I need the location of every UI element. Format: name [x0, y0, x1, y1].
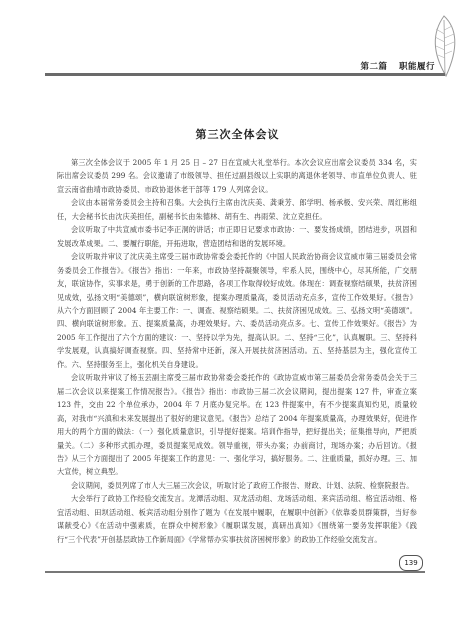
page-number: 139: [399, 555, 423, 571]
paragraph: 大会举行了政协工作经验交流发言。龙潭活动组、双龙活动组、龙场活动组、来宾活动组、格宜活动组、格宜活动组、田坝活动组、板宾活动组分别作了题为《在发展中履职，在履职中创新》《依靠委员群策群，当好参谋献受心》《在活动中强素质，在群众中树形象》《履职谋发展，真研出真知》《围绕第一要务发挥职能》《践行“三个代表”开创基层政协工作新局面》《学常帮办实事扶贫济困树形象》的政协工作经验交流发言。: [57, 494, 417, 544]
running-header: [353, 60, 436, 72]
paragraph: 会议期间，委员列席了市人大三届三次会议，听取讨论了政府工作报告、财政、计划、法院、检察院报告。: [71, 480, 414, 490]
header-part: 第二篇: [360, 62, 388, 72]
paragraph: 第三次全体会议于 2005 年 1 月 25 日 – 27 日在宣威大礼堂举行。本次会议应出席会议委员 334 名，实际出席会议委员 299 名。会议邀请了市级领导、担任过副县级以上实职的离退休老领导、市直单位负责人、驻宣云南省曲靖市政协委员、市政协退休老干部等 179 人列席会议。: [57, 158, 417, 194]
header-section: 职能履行: [398, 62, 435, 72]
footer-rule: [45, 571, 425, 573]
section-title: 第三次全体会议: [195, 128, 280, 141]
paragraph: 会议听取了中共宣威市委书记李正洞的讲话；市正即日记要求市政协：一、要发扬成绩，团结进步，巩固和发展改革成果。二、要履行职能，开拓进取，营造团结和谐的发展环境。: [57, 225, 417, 248]
paragraph: 会议听取并审议了杨玉芸副主席受三届市政协常委会委托作的《政协宣威市第三届委员会常务委员会关于三届二次会议以来提案工作情况报告》。《报告》指出：市政协三届二次会议期间，提出提案 127 件，审查立案 123 件，交由 22 个单位承办，2004 年 7 月底办复完毕。在 123 件提案中，有不少提案真知灼见，质量较高，对我市“兴滇和未来发展提出了很好的建议意见。《报告》总结了 2004 年提案质量高，办理效果好，促进作用大的两个方面的做法：（一）强化质量意识，引导提好提案。培训作指导，把好提出关；征集推导向，严把质量关。（二）多种形式抓办理，委员提案见成效。领导重视，带头办案；办前商讨，现场办案；办后回访。《报告》从三个方面提出了 2005 年提案工作的意见：一、强化学习，搞好服务。二、注重质量，抓好办理。三、加大宣传，树立典型。: [57, 373, 417, 477]
body-text: [57, 156, 417, 546]
paragraph: 会议由本届常务委员会主持和召集。大会执行主席由沈庆美、龚秉芳、郎学明、杨承极、安兴荣、周红彬组任，大会秘书长由沈庆美担任，副秘书长由朱德林、胡有生、冉雨荣、沈立克担任。: [57, 198, 417, 221]
paragraph: 会议听取并审议了沈庆美主席受三届市政协常委会委托作的《中国人民政治协商会议宣威市第三届委员会常务委员会工作报告》。《报告》指出：一年来，市政协坚持凝聚领导，牢系人民，围绕中心，尽其所能，广交朋友，联谊协作，实事求是，勇于创新的工作思路，各项工作取得较好成效。体现在：调查视察结硕果，扶贫济困见成效，弘扬文明“美德颂”，横向联谊树形象，提案办理质量高，委员活动充点多，宣传工作效果好。《报告》从六个方面回顾了 2004 年主要工作：一、调查、视察结硕果。二、扶贫济困见成效。三、弘扬文明“美德颂”。四、横向联谊树形象。五、提案质量高，办理效果好。六、委员活动亮点多。七、宣传工作效果好。《报告》为 2005 年工作提出了六个方面的建议：一、坚持以学为先，提高认识。二、坚持“三化”，认真履职。三、坚持科学发展观，认真搞好调查视察。四、坚持常中还新，深入开展扶贫济困活动。五、坚持基层为主，强化宣传工作。六、坚持服务至上，强化机关自身建设。: [57, 252, 417, 369]
header-rule: [45, 73, 445, 76]
